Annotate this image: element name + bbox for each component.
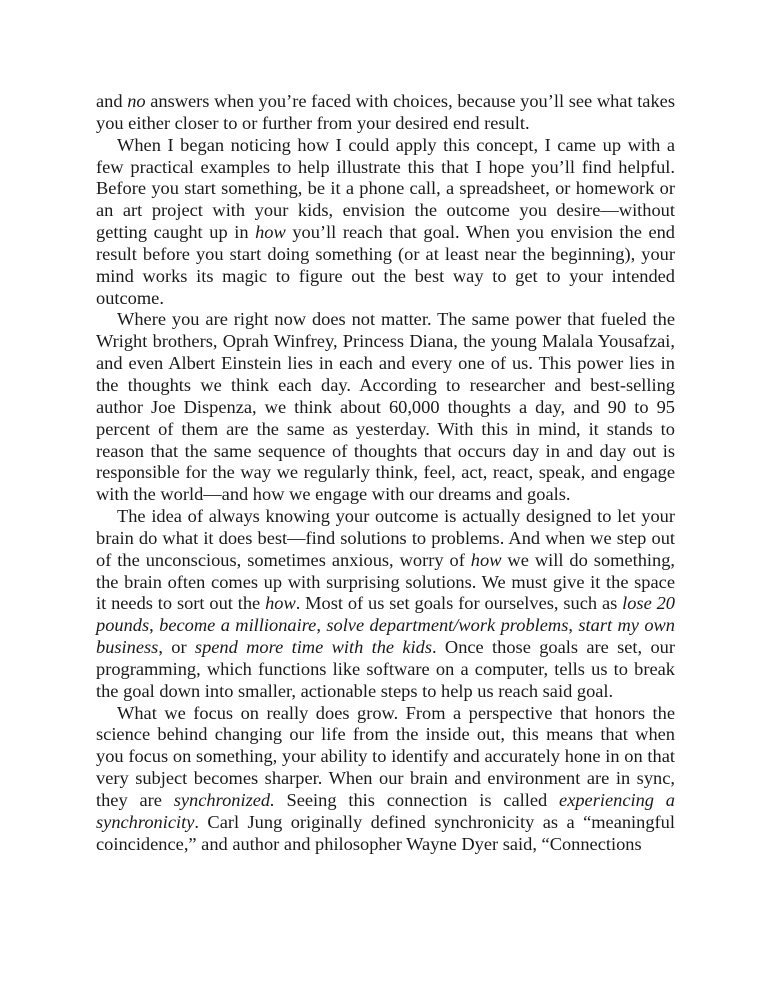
italic-text: experiencing a synchronicity xyxy=(96,790,676,832)
paragraph-2: When I began noticing how I could apply this concept, I came up with a few practical examples to help illustrate this that I hope you’ll find helpful. Before you start something, be it a phone call, a spreadsheet, or homework or an art project with your kids, envision the outcome you desire—without getting caught up in how you’ll reach that goal. When you envision the end result before you start doing something (or at least near the beginning), your mind works its magic to figure out the best way to get to your intended outcome. xyxy=(96,134,675,308)
paragraph-5: What we focus on really does grow. From a perspective that honors the science behind changing our life from the inside out, this means that when you focus on something, your ability to identify and accurately hone in on that very subject becomes sharper. When our brain and environment are in sync, they are synchronized. Seeing this connection is called experiencing a synchronicity. Carl Jung originally defined synchronicity as a “meaningful coincidence,” and author and philosopher Wayne Dyer said, “Connections xyxy=(96,702,676,854)
book-page xyxy=(96,91,675,856)
paragraph-4: The idea of always knowing your outcome is actually designed to let your brain do what it does best—find solutions to problems. And when we step out of the unconscious, sometimes anxious, worry of how we will do something, the brain often comes up with surprising solutions. We must give it the space it needs to sort out the how. Most of us set goals for ourselves, such as lose 20 pounds, become a millionaire, solve department/work problems, start my own business, or spend more time with the kids. Once those goals are set, our programming, which functions like software on a computer, tells us to break the goal down into smaller, actionable steps to help us reach said goal. xyxy=(96,506,676,701)
italic-text: spend more time with the kids xyxy=(194,637,432,658)
italic-text: solve department/work problems xyxy=(326,615,569,636)
paragraph-3: Where you are right now does not matter. The same power that fueled the Wright brothers, Oprah Winfrey, Princess Diana, the young Malala Yousafzai, and even Albert Einstein lies in each and every one of us. This power lies in the thoughts we think each day. According to researcher and best-selling author Joe Dispenza, we think about 60,000 thoughts a day, and 90 to 95 percent of them are the same as yesterday. With this in mind, it stands to reason that the same sequence of thoughts that occurs day in and day out is responsible for the way we regularly think, feel, act, react, speak, and engage with the world—and how we engage with our dreams and goals. xyxy=(96,309,675,505)
italic-text: start my own business xyxy=(96,615,675,658)
italic-text: how xyxy=(470,549,502,570)
italic-text: become a millionaire xyxy=(159,615,317,636)
italic-text: how xyxy=(255,222,286,243)
italic-text: synchronized. xyxy=(173,790,275,810)
italic-text: no xyxy=(127,91,146,111)
italic-text: lose 20 pounds xyxy=(96,593,675,636)
italic-text: how xyxy=(265,593,296,614)
paragraph-1: and no answers when you’re faced with choices, because you’ll see what takes you either closer to or further from your desired end result. xyxy=(96,91,675,133)
